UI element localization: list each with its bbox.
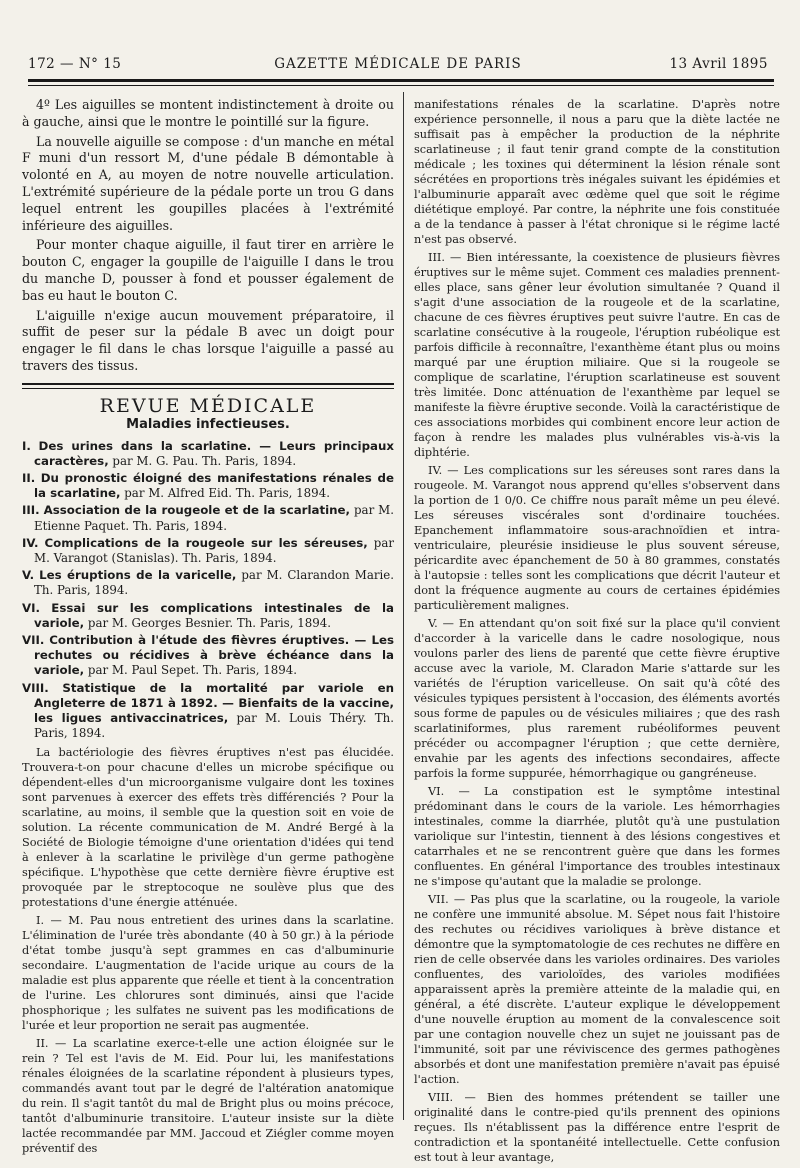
paragraph: III. — Bien intéressante, la coexistence de plusieurs fièvres éruptives sur le même sujet. Comment ces maladies prennent-elles place, sans gêner leur évolution simultanée ? Quand il s'agit d'une association de la rougeole et de la scarlatine, chacune de ces fièvres éruptives peut suivre l'autre. En cas de scarlatine consécutive à la rougeole, l'éruption rubéolique est parfois difficile à reconnaître, l'exanthème étant plus ou moins marqué par une éruption miliaire. Que si la rougeole se complique de scarlatine, l'éruption scarlatineuse est souvent très limitée. Donc atténuation de l'exanthème par lequel se manifeste la fièvre éruptive seconde. Voilà la caractéristique de ces associations morbides qui combinent encore leur action de façon à rendre les malades plus vulnérables vis-à-vis la diphtérie. bbox=[414, 251, 780, 459]
paragraph: L'aiguille n'exige aucun mouvement préparatoire, il suffit de peser sur la pédale B avec un doigt pour engager le fil dans le chas lorsque l'aiguille a passé au travers des tissus. bbox=[22, 307, 394, 373]
left-column bbox=[22, 97, 394, 1159]
list-item: II. Du pronostic éloigné des manifestations rénales de la scarlatine, par M. Alfred Eid. Th. Paris, 1894. bbox=[22, 470, 394, 501]
column-divider bbox=[403, 92, 404, 1120]
list-item: VI. Essai sur les complications intestinales de la variole, par M. Georges Besnier. Th. Paris, 1894. bbox=[22, 600, 395, 630]
paragraph: IV. — Les complications sur les séreuses sont rares dans la rougeole. M. Varangot nous apprend qu'elles s'observent dans la portion de 1 0/0. Ce chiffre nous paraît même un peu élevé. Les séreuses viscérales sont d'ordinaire touchées. Epanchement inflammatoire sous-arachnoïdien et intra-ventriculaire, pleurésie insidieuse le plus souvent séreuse, péricardite avec épanchement de 50 à 80 grammes, constatés à l'autopsie : telles sont les complications que décrit l'auteur et dont la fréquence augmente au cours de certaines épidémies particulièrement malignes. bbox=[414, 464, 780, 612]
journal-title: GAZETTE MÉDICALE DE PARIS bbox=[274, 56, 522, 72]
list-item: VII. Contribution à l'étude des fièvres éruptives. — Les rechutes ou récidives à brève échéance dans la variole, par M. Paul Sepet. Th. Paris, 1894. bbox=[22, 633, 395, 678]
issue-date: 13 Avril 1895 bbox=[669, 56, 768, 72]
list-item: IV. Complications de la rougeole sur les séreuses, par M. Varangot (Stanislas). Th. Paris, 1894. bbox=[22, 535, 394, 565]
section-title: REVUE MÉDICALE bbox=[99, 394, 317, 417]
paragraph: II. — La scarlatine exerce-t-elle une action éloignée sur le rein ? Tel est l'avis de M. Eid. Pour lui, les manifestations rénales éloignées de la scarlatine répondent à plusieurs types, commandés avant tout par le degré de l'altération anatomique du rein. Il s'agit tantôt du mal de Bright plus ou moins précoce, tantôt d'albuminurie transitoire. L'auteur insiste sur la diète lactée recommandée par MM. Jaccoud et Ziégler comme moyen préventif des bbox=[22, 1037, 394, 1156]
paragraph: La bactériologie des fièvres éruptives n'est pas élucidée. Trouvera-t-on pour chacune d'elles un microbe spécifique ou dépendent-elles d'un microorganisme vulgaire dont les toxines sont parvenues à exercer des effets très différenciés ? Pour la scarlatine, au moins, il semble que la question soit en voie de solution. La récente communication de M. André Bergé à la Société de Biologie témoigne d'une orientation d'idées qui tend à enlever à la scarlatine le privilège d'un germe pathogène spécifique. L'hypothèse que cette dernière fièvre éruptive est provoquée par le streptocoque ne soulève plus que des protestations d'une énergie atténuée. bbox=[22, 746, 394, 910]
header-rule-thin bbox=[28, 85, 774, 86]
paragraph: VI. — La constipation est le symptôme intestinal prédominant dans le cours de la variole. Les hémorrhagies intestinales, comme la diarrhée, plutôt qu'à une pustulation variolique sur l'intestin, tiennent à des lésions congestives et catarrhales et ne se rencontrent guère que dans les formes confluentes. En général l'importance des troubles intestinaux ne s'impose qu'autant que la maladie se prolonge. bbox=[414, 785, 780, 888]
paragraph: manifestations rénales de la scarlatine. D'après notre expérience personnelle, il nous a paru que la diète lactée ne suffisait pas à empêcher la production de la néphrite scarlatineuse ; il faut tenir grand compte de la constitution médicale ; les toxines qui déterminent la lésion rénale sont sécrétées en proportions très inégales suivant les épidémies et l'albuminurie apparaît avec œdème quel que soit le régime diététique employé. Par contre, la néphrite une fois constituée a de la tendance à passer à l'état chronique si le régime lacté n'est pas observé. bbox=[414, 98, 780, 246]
header-rule-thick bbox=[28, 79, 774, 82]
paragraph: La nouvelle aiguille se compose : d'un manche en métal F muni d'un ressort M, d'une pédale B démontable à volonté en A, au moyen de notre nouvelle articulation. L'extrémité supérieure de la pédale porte un trou G dans lequel entrent les goupilles placées à l'extrémité inférieure des aiguilles. bbox=[22, 133, 394, 233]
running-header bbox=[28, 56, 768, 78]
left-body bbox=[22, 745, 394, 1156]
paragraph: V. — En attendant qu'on soit fixé sur la place qu'il convient d'accorder à la varicelle dans le cadre nosologique, nous voulons parler des liens de parenté que cette fièvre éruptive accuse avec la variole, M. Claradon Marie s'attarde sur les variétés de l'éruption varicelleuse. On sait qu'à côté des vésicules typiques persistent à l'occasion, des éléments avortés sous forme de papules ou de vésicules miliaires ; que des rash scarlatiniformes, plus rarement rubéoliformes peuvent précéder ou accompagner l'éruption ; que cette dernière, envahie par les agents des infections secondaires, affecte parfois la forme suppurée, hémorrhagique ou gangréneuse. bbox=[414, 617, 780, 780]
paragraph: VIII. — Bien des hommes prétendent se tailler une originalité dans le contre-pied qu'ils prennent des opinions reçues. Ils n'établissent pas la différence entre l'esprit de contradiction et la spontanéité intellectuelle. Cette confusion est tout à leur avantage, bbox=[414, 1091, 780, 1164]
paragraph: I. — M. Pau nous entretient des urines dans la scarlatine. L'élimination de l'urée très abondante (40 à 50 gr.) à la période d'état tombe jusqu'à sept grammes en cas d'albuminurie secondaire. L'augmentation de l'acide urique au cours de la maladie est plus apparente que réelle et tient à la concentration de l'urine. Les chlorures sont diminués, ainsi que l'acide phosphorique ; les sulfates ne suivent pas les modifications de l'urée et leur proportion ne serait pas augmentée. bbox=[22, 914, 394, 1033]
thesis-list bbox=[22, 439, 394, 742]
paragraph: VII. — Pas plus que la scarlatine, ou la rougeole, la variole ne confère une immunité absolue. M. Sépet nous fait l'histoire des rechutes ou récidives varioliques à brève distance et démontre que la symptomatologie de ces rechutes ne diffère en rien de celle observée dans les varioles ordinaires. Des varioles confluentes, des varioloïdes, des varioles modifiées apparaissent après la première atteinte de la maladie qui, en général, a été discrète. L'auteur explique le développement d'une nouvelle éruption au moment de la convalescence soit par une contagion nouvelle chez un sujet ne jouissant pas de l'immunité, soit par une réviviscence des germes pathogènes absorbés et dont une manifestation première n'avait pas épuisé l'action. bbox=[414, 893, 780, 1086]
paragraph: 4º Les aiguilles se montent indistinctement à droite ou à gauche, ainsi que le montre le pointillé sur la figure. bbox=[22, 97, 394, 129]
right-column bbox=[414, 97, 780, 1168]
needle-description bbox=[22, 97, 394, 375]
list-item: III. Association de la rougeole et de la scarlatine, par M. Etienne Paquet. Th. Paris, 1894. bbox=[22, 503, 394, 533]
list-item: V. Les éruptions de la varicelle, par M. Clarandon Marie. Th. Paris, 1894. bbox=[22, 568, 394, 598]
list-item: I. Des urines dans la scarlatine. — Leurs principaux caractères, par M. G. Pau. Th. Paris, 1894. bbox=[22, 438, 394, 468]
list-item: VIII. Statistique de la mortalité par variole en Angleterre de 1871 à 1892. — Bienfaits de la vaccine, les ligues antivaccinatrices, par M. Louis Théry. Th. Paris, 1894. bbox=[22, 680, 394, 741]
section-divider bbox=[22, 383, 394, 389]
paragraph: Pour monter chaque aiguille, il faut tirer en arrière le bouton C, engager la goupille de l'aiguille I dans le trou du manche D, pousser à fond et pousser également de bas eu haut le bouton C. bbox=[22, 237, 394, 303]
page-number: 172 — N° 15 bbox=[28, 56, 122, 72]
section-subtitle: Maladies infectieuses. bbox=[126, 417, 290, 433]
